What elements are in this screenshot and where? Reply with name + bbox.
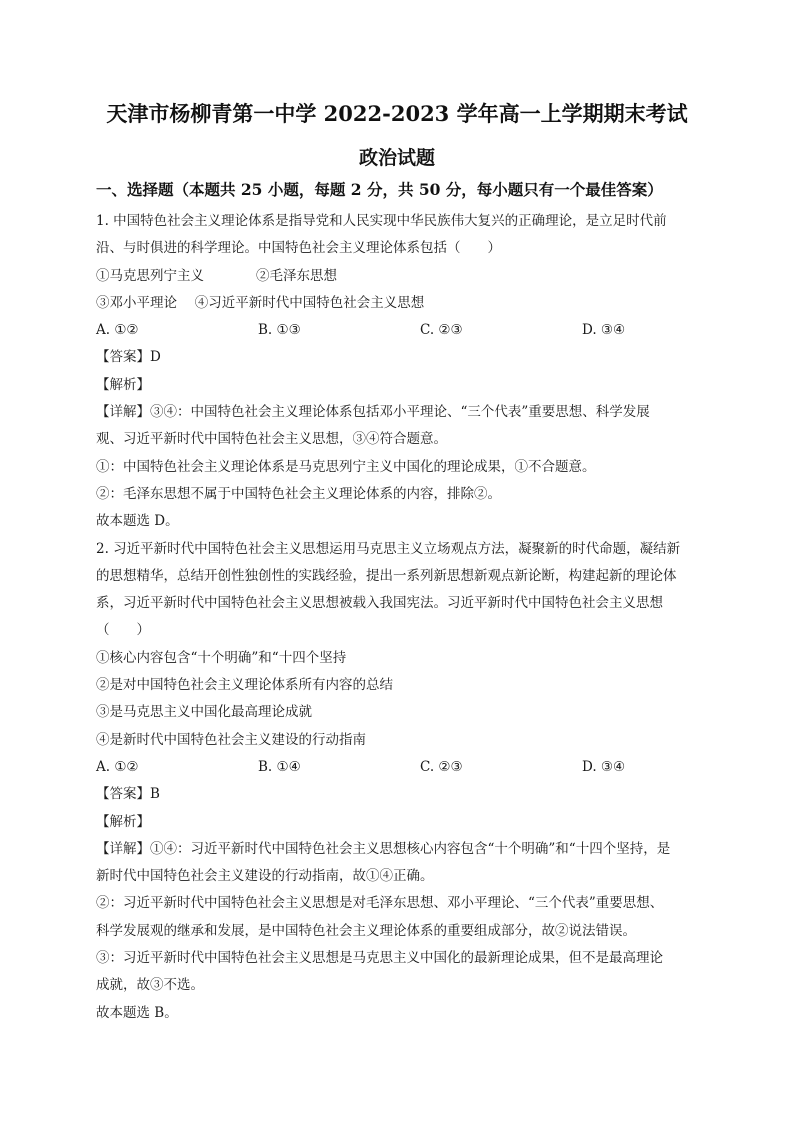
q1-item: ③邓小平理论 [96,294,177,311]
q2-detail-line: ②：习近平新时代中国特色社会主义思想是对毛泽东思想、邓小平理论、“三个代表”重要思想、 [96,895,664,912]
q1-option-d: D. ③④ [582,322,626,339]
q1-detail-line: ②：毛泽东思想不属于中国特色社会主义理论体系的内容，排除②。 [96,485,501,502]
q2-item: ①核心内容包含“十个明确”和“十四个坚持 [96,649,347,666]
q2-conclusion: 故本题选 B。 [96,1004,178,1021]
q2-option-b: B. ①④ [258,758,301,775]
q2-detail-line: 成就，故③不选。 [96,977,204,994]
q1-analysis-label: 【解析】 [96,376,150,393]
q2-option-a: A. ①② [96,758,139,775]
q2-item: ②是对中国特色社会主义理论体系所有内容的总结 [96,677,393,694]
q1-stem-line: 沿、与时俱进的科学理论。中国特色社会主义理论体系包括（ ） [96,240,501,257]
q2-stem-line: 的思想精华，总结开创性独创性的实践经验，提出一系列新思想新观点新论断，构建起新的理论体 [96,567,677,584]
q2-detail-line: 【详解】①④：习近平新时代中国特色社会主义思想核心内容包含“十个明确”和“十四个坚持，是 [96,840,671,857]
q1-item: ①马克思列宁主义 [96,267,204,284]
q2-option-d: D. ③④ [582,758,626,775]
q2-answer: 【答案】B [96,786,160,803]
q2-item: ④是新时代中国特色社会主义建设的行动指南 [96,731,366,748]
q1-item: ④习近平新时代中国特色社会主义思想 [194,294,425,311]
q2-detail-line: 新时代中国特色社会主义建设的行动指南，故①④正确。 [96,868,434,885]
q1-stem-line: 1. 中国特色社会主义理论体系是指导党和人民实现中华民族伟大复兴的正确理论，是立足时代前 [96,213,667,229]
q1-option-b: B. ①③ [258,322,301,339]
q2-stem-line: 2. 习近平新时代中国特色社会主义思想运用马克思主义立场观点方法，凝聚新的时代命题，凝结新 [96,540,681,557]
q1-options [96,317,702,344]
q1-detail-line: ①：中国特色社会主义理论体系是马克思列宁主义中国化的理论成果，①不合题意。 [96,458,596,475]
q2-stem-line: （ ） [96,622,150,639]
q1-answer: 【答案】D [96,349,161,366]
q2-detail-line: ③：习近平新时代中国特色社会主义思想是马克思主义中国化的最新理论成果，但不是最高理论 [96,950,663,967]
section-heading: 一、选择题（本题共 25 小题，每题 2 分，共 50 分，每小题只有一个最佳答案） [96,180,663,199]
document-body [96,208,702,1027]
q1-detail-line: 【详解】③④：中国特色社会主义理论体系包括邓小平理论、“三个代表”重要思想、科学发展 [96,404,650,421]
q1-option-a: A. ①② [96,322,139,339]
document-title: 天津市杨柳青第一中学 2022-2023 学年高一上学期期末考试 [106,101,688,126]
q1-items-row [96,290,702,317]
q2-item: ③是马克思主义中国化最高理论成就 [96,704,312,721]
q1-detail-line: 观、习近平新时代中国特色社会主义思想，③④符合题意。 [96,431,447,448]
q2-detail-line: 科学发展观的继承和发展，是中国特色社会主义理论体系的重要组成部分，故②说法错误。 [96,922,636,939]
q1-option-c: C. ②③ [420,322,463,339]
q2-option-c: C. ②③ [420,758,463,775]
q2-stem-line: 系，习近平新时代中国特色社会主义思想被载入我国宪法。习近平新时代中国特色社会主义思想 [96,595,663,612]
document-subtitle: 政治试题 [358,147,435,169]
q1-items-row [96,263,702,290]
q2-analysis-label: 【解析】 [96,813,150,830]
q1-item: ②毛泽东思想 [256,267,337,284]
q2-options [96,754,702,781]
q1-conclusion: 故本题选 D。 [96,513,179,530]
